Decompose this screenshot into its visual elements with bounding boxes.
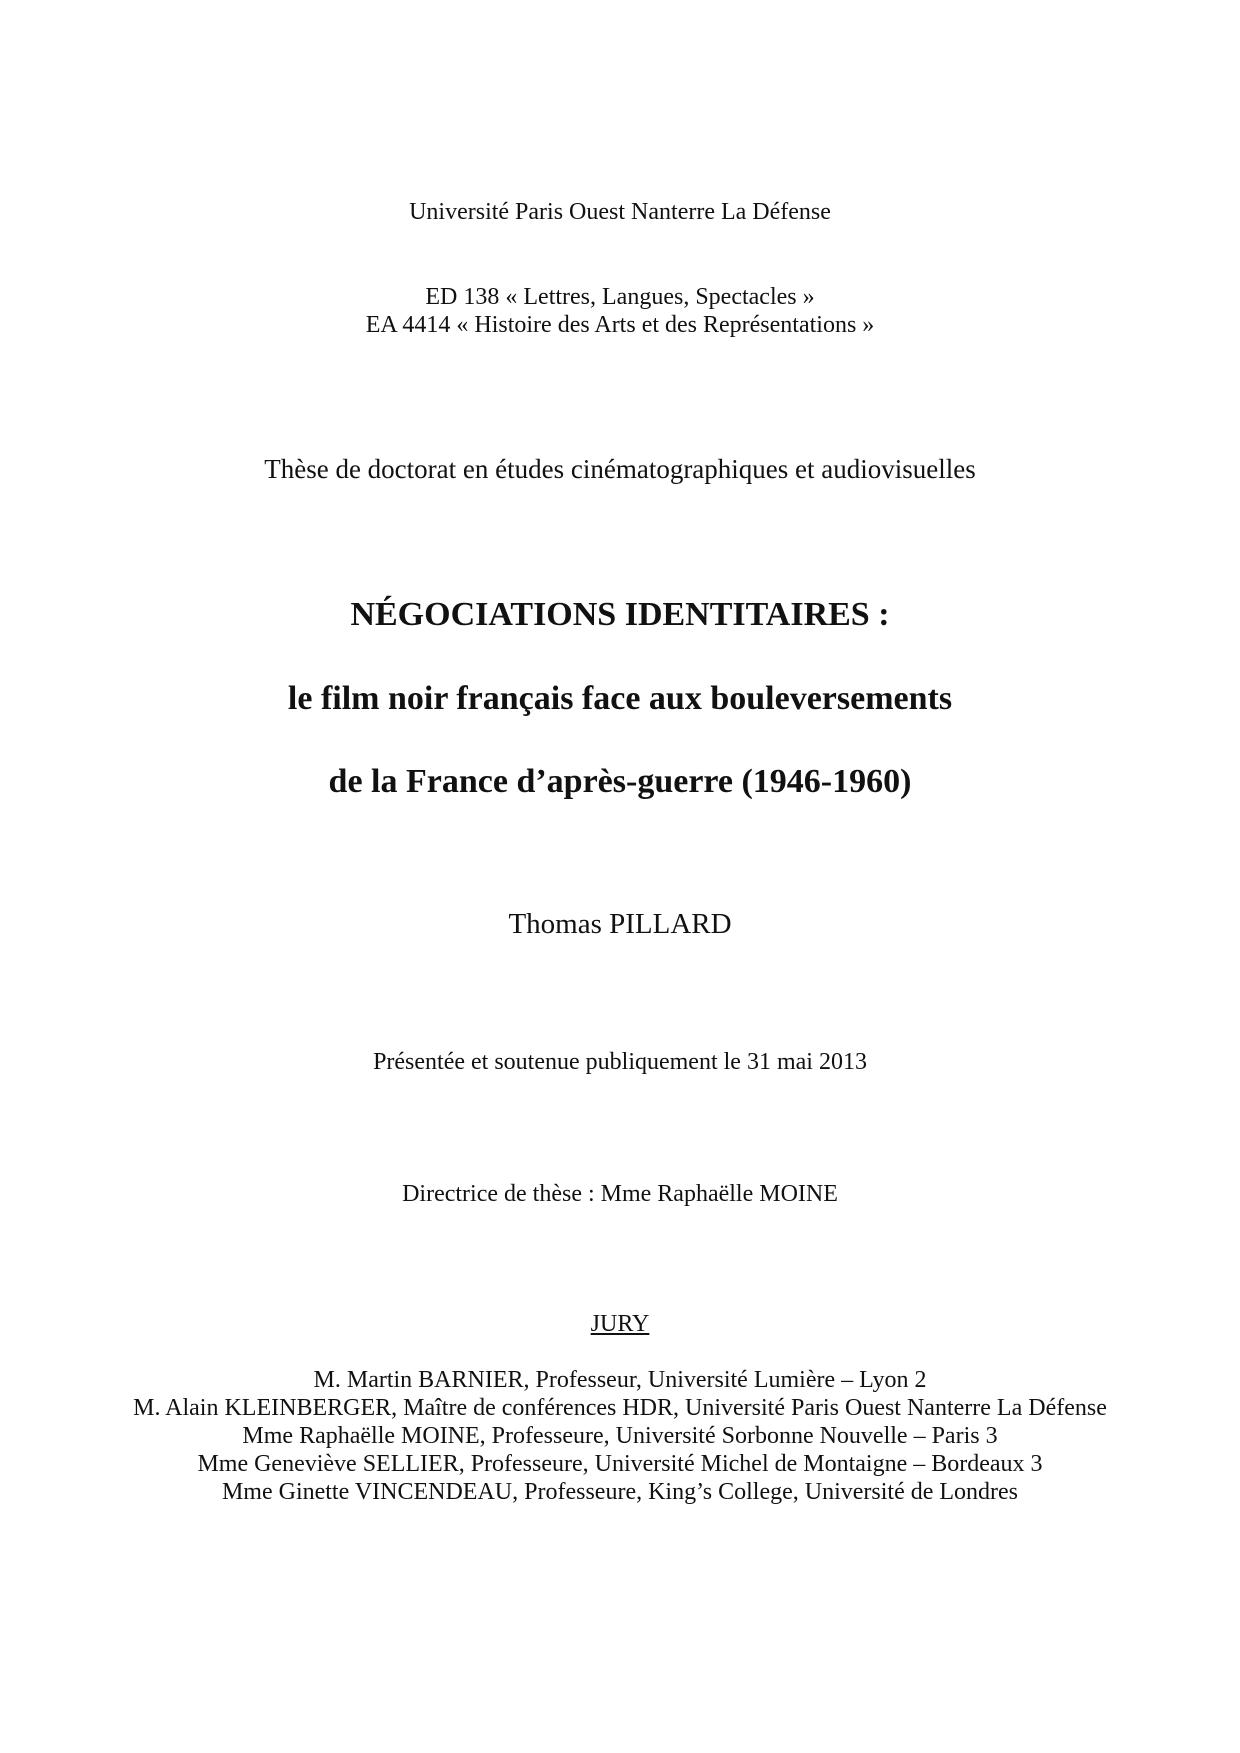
- university-name: Université Paris Ouest Nanterre La Défense: [409, 199, 831, 225]
- thesis-type: Thèse de doctorat en études cinématographiques et audiovisuelles: [264, 454, 976, 484]
- title-line-3: de la France d’après-guerre (1946-1960): [328, 763, 912, 800]
- defense-date: Présentée et soutenue publiquement le 31 mai 2013: [373, 1049, 867, 1075]
- jury-member: M. Martin BARNIER, Professeur, Université Lumière – Lyon 2: [313, 1367, 927, 1393]
- jury-member: Mme Ginette VINCENDEAU, Professeure, King’s College, Université de Londres: [221, 1479, 1019, 1505]
- research-unit: EA 4414 « Histoire des Arts et des Représentations »: [365, 312, 875, 338]
- doctoral-school: ED 138 « Lettres, Langues, Spectacles »: [425, 284, 815, 310]
- jury-member: M. Alain KLEINBERGER, Maître de conférences HDR, Université Paris Ouest Nanterre La Défense: [133, 1395, 1107, 1421]
- jury-heading: JURY: [590, 1311, 650, 1337]
- title-line-1: NÉGOCIATIONS IDENTITAIRES :: [350, 596, 890, 633]
- author-name: Thomas PILLARD: [508, 908, 732, 940]
- thesis-supervisor: Directrice de thèse : Mme Raphaëlle MOINE: [402, 1181, 838, 1207]
- jury-member: Mme Geneviève SELLIER, Professeure, Université Michel de Montaigne – Bordeaux 3: [197, 1451, 1043, 1477]
- title-line-2: le film noir français face aux bouleversements: [287, 680, 953, 717]
- jury-member: Mme Raphaëlle MOINE, Professeure, Université Sorbonne Nouvelle – Paris 3: [242, 1423, 998, 1449]
